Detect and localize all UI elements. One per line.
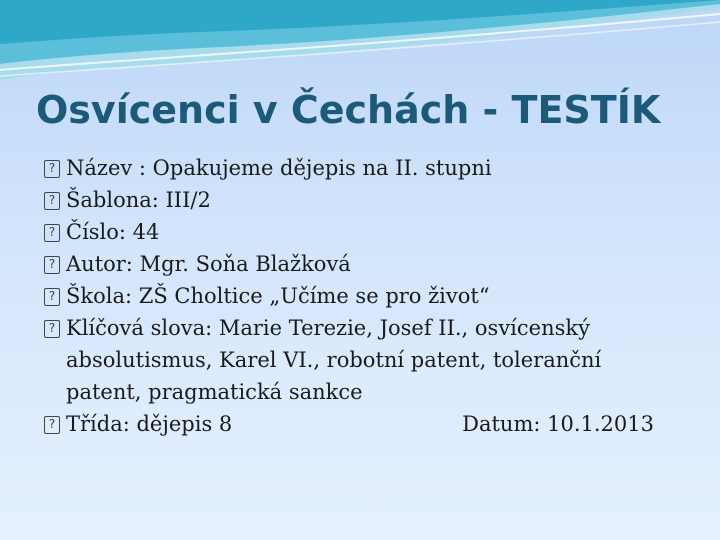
item-text-line: Klíčová slova: Marie Terezie, Josef II., osvícenský <box>66 316 590 340</box>
date-text: Datum: 10.1.2013 <box>462 412 654 436</box>
list-item-skola <box>44 280 664 312</box>
slide-body <box>44 152 664 440</box>
item-text: Číslo: 44 <box>66 220 160 244</box>
missing-glyph-bullet-icon: ? <box>44 192 60 210</box>
item-text-line: patent, pragmatická sankce <box>66 380 363 404</box>
item-text: Škola: ZŠ Choltice „Učíme se pro život“ <box>66 284 490 308</box>
item-text: Autor: Mgr. Soňa Blažková <box>66 252 351 276</box>
item-text-line: absolutismus, Karel VI., robotní patent, toleranční <box>66 348 602 372</box>
list-item-trida <box>44 408 664 440</box>
list-item-sablona <box>44 184 664 216</box>
item-text: Třída: dějepis 8 <box>66 412 233 436</box>
slide-title: Osvícenci v Čechách - TESTÍK <box>36 88 661 132</box>
missing-glyph-bullet-icon: ? <box>44 256 60 274</box>
item-text: Název : Opakujeme dějepis na II. stupni <box>66 156 492 180</box>
list-item-klicova-slova <box>44 312 664 408</box>
missing-glyph-bullet-icon: ? <box>44 416 60 434</box>
missing-glyph-bullet-icon: ? <box>44 320 60 338</box>
list-item-cislo <box>44 216 664 248</box>
decorative-wave-header <box>0 0 720 90</box>
missing-glyph-bullet-icon: ? <box>44 224 60 242</box>
list-item-autor <box>44 248 664 280</box>
missing-glyph-bullet-icon: ? <box>44 288 60 306</box>
missing-glyph-bullet-icon: ? <box>44 160 60 178</box>
item-text: Šablona: III/2 <box>66 188 211 212</box>
list-item-nazev <box>44 152 664 184</box>
